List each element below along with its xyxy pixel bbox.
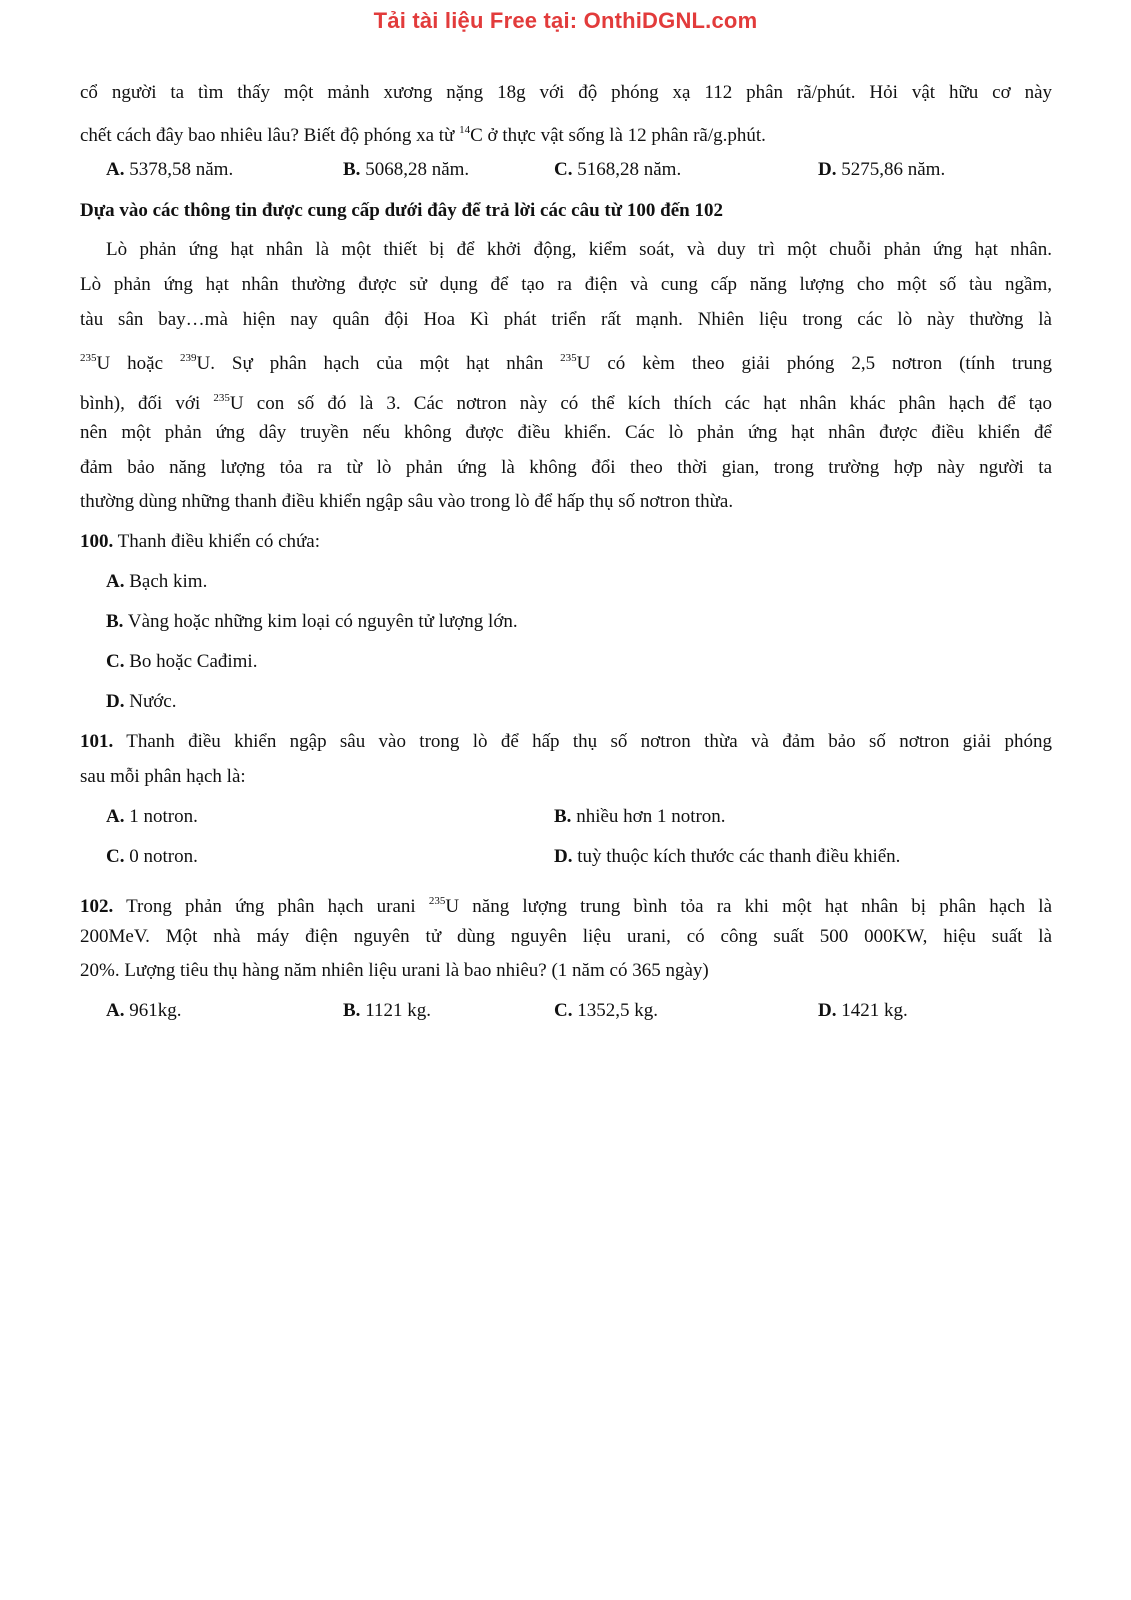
nuclide-u239 [180, 346, 210, 376]
option-key: A. [106, 571, 125, 592]
option-text: 1421 kg. [841, 1000, 908, 1021]
passage-line-7: đảm bảo năng lượng tỏa ra từ lò phản ứng là không đổi theo thời gian, trong trường hợp này người ta [80, 457, 1052, 478]
prev-question-text-b: ở thực vật sống là 12 phân rã/g.phút. [487, 125, 766, 146]
prev-question-line-2 [80, 118, 766, 148]
option-key: A. [106, 159, 125, 180]
option-key: B. [106, 611, 124, 632]
nuclide-symbol: U [229, 393, 244, 414]
nuclide-mass: 235 [80, 352, 97, 364]
option-text: nhiều hơn 1 notron. [576, 806, 726, 827]
option-key: A. [106, 806, 125, 827]
q102-option-b [343, 999, 431, 1023]
option-text: Bo hoặc Cađimi. [129, 651, 258, 672]
prev-option-b [343, 158, 469, 182]
question-number: 100. [80, 531, 114, 552]
q101-option-b [554, 805, 726, 829]
prev-option-a [106, 158, 233, 182]
q100-option-a [106, 570, 207, 594]
option-text: Vàng hoặc những kim loại có nguyên tử lượng lớn. [127, 611, 518, 632]
option-text: 1352,5 kg. [577, 1000, 658, 1021]
section-heading: Dựa vào các thông tin được cung cấp dưới đây để trả lời các câu từ 100 đến 102 [80, 200, 723, 221]
passage-line-8: thường dùng những thanh điều khiển ngập sâu vào trong lò để hấp thụ số nơtron thừa. [80, 491, 734, 512]
prev-question-text-a: chết cách đây bao nhiêu lâu? Biết độ phóng xa từ [80, 125, 455, 146]
prev-option-c [554, 158, 681, 182]
option-text: 5168,28 năm. [577, 159, 682, 180]
q100-option-b [106, 610, 518, 634]
passage-line-3: tàu sân bay…mà hiện nay quân đội Hoa Kì phát triển rất mạnh. Nhiên liệu trong các lò này thường là [80, 309, 1052, 330]
nuclide-mass: 14 [459, 124, 471, 136]
q101-option-c [106, 845, 198, 869]
prev-question-line-1: cổ người ta tìm thấy một mảnh xương nặng 18g với độ phóng xạ 112 phân rã/phút. Hỏi vật hữu cơ này [80, 82, 1052, 103]
option-text: 5068,28 năm. [365, 159, 470, 180]
question-text: Thanh điều khiển ngập sâu vào trong lò để hấp thụ số nơtron thừa và đảm bảo số nơtron giải phóng [126, 731, 1052, 752]
option-text: 5378,58 năm. [129, 159, 234, 180]
nuclide-u235 [429, 889, 459, 919]
passage-text: hoặc [127, 353, 164, 374]
option-key: A. [106, 1000, 125, 1021]
nuclide-c14 [459, 118, 483, 148]
nuclide-mass: 239 [179, 352, 197, 364]
question-text: Thanh điều khiển có chứa: [117, 531, 321, 552]
passage-line-1: Lò phản ứng hạt nhân là một thiết bị để khởi động, kiểm soát, và duy trì một chuỗi phản ứng hạt nhân. [106, 239, 1052, 260]
option-text: 1 notron. [129, 806, 198, 827]
nuclide-symbol: C [470, 125, 483, 146]
passage-line-6: nên một phản ứng dây truyền nếu không được điều khiển. Các lò phản ứng hạt nhân được điều khiển để [80, 422, 1052, 443]
passage-line-4 [80, 346, 1052, 376]
q102-option-a [106, 999, 181, 1023]
q100-option-c [106, 650, 257, 674]
question-102-line-2: 200MeV. Một nhà máy điện nguyên tử dùng nguyên liệu urani, có công suất 500 000KW, hiệu suất là [80, 926, 1052, 947]
question-number: 102. [80, 896, 114, 917]
option-text: tuỳ thuộc kích thước các thanh điều khiển. [577, 846, 901, 867]
option-key: B. [343, 1000, 361, 1021]
question-102 [80, 889, 1052, 919]
question-text: Trong phản ứng phân hạch urani [126, 896, 416, 917]
option-text: Bạch kim. [129, 571, 208, 592]
passage-text: có kèm theo giải phóng 2,5 nơtron (tính trung [607, 353, 1053, 374]
nuclide-u235 [80, 346, 110, 376]
option-key: D. [554, 846, 573, 867]
option-key: D. [106, 691, 125, 712]
q100-option-d [106, 690, 176, 714]
question-text: năng lượng trung bình tỏa ra khi một hạt nhân bị phân hạch là [472, 896, 1053, 917]
header-banner[interactable]: Tải tài liệu Free tại: OnthiDGNL.com [373, 8, 758, 33]
option-text: 1121 kg. [365, 1000, 431, 1021]
nuclide-mass: 235 [428, 895, 446, 907]
q102-option-c [554, 999, 658, 1023]
nuclide-mass: 235 [560, 352, 577, 364]
prev-option-d [818, 158, 945, 182]
question-101 [80, 730, 1052, 754]
option-text: 961kg. [129, 1000, 182, 1021]
nuclide-u235 [213, 386, 243, 416]
option-key: C. [554, 1000, 573, 1021]
q101-option-a [106, 805, 198, 829]
nuclide-symbol: U [445, 896, 460, 917]
option-key: B. [343, 159, 361, 180]
option-key: C. [106, 846, 125, 867]
passage-text: . Sự phân hạch của một hạt nhân [210, 353, 544, 374]
option-text: Nước. [129, 691, 177, 712]
nuclide-symbol: U [576, 353, 591, 374]
question-number: 101. [80, 731, 114, 752]
nuclide-mass: 235 [213, 392, 230, 404]
option-key: C. [554, 159, 573, 180]
nuclide-symbol: U [96, 353, 111, 374]
option-text: 5275,86 năm. [841, 159, 946, 180]
question-100 [80, 530, 320, 554]
question-101-line-2: sau mỗi phân hạch là: [80, 766, 246, 787]
passage-line-2: Lò phản ứng hạt nhân thường được sử dụng để tạo ra điện và cung cấp năng lượng cho một số tàu ngầm, [80, 274, 1052, 295]
passage-line-5 [80, 386, 1052, 416]
passage-text: con số đó là 3. Các nơtron này có thể kích thích các hạt nhân khác phân hạch để tạo [256, 393, 1053, 414]
q101-option-d [554, 845, 900, 869]
option-key: B. [554, 806, 572, 827]
option-key: D. [818, 1000, 837, 1021]
option-text: 0 notron. [129, 846, 198, 867]
q102-option-d [818, 999, 908, 1023]
option-key: C. [106, 651, 125, 672]
option-key: D. [818, 159, 837, 180]
nuclide-symbol: U [196, 353, 211, 374]
passage-text: bình), đối với [80, 393, 201, 414]
question-102-line-3: 20%. Lượng tiêu thụ hàng năm nhiên liệu urani là bao nhiêu? (1 năm có 365 ngày) [80, 960, 709, 981]
nuclide-u235 [560, 346, 590, 376]
